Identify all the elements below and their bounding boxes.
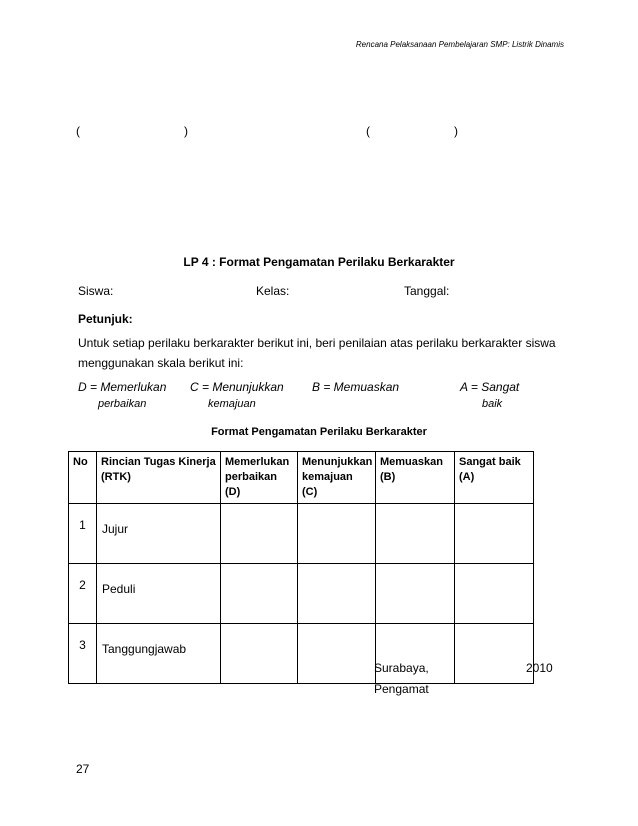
rating-cell-b[interactable] <box>376 504 455 564</box>
table-row <box>69 564 534 624</box>
row-item: Jujur <box>97 504 221 564</box>
row-number: 3 <box>69 624 97 684</box>
row-item: Tanggungjawab <box>97 624 221 684</box>
footer-role: Pengamat <box>374 682 429 696</box>
table-header-row <box>69 452 534 504</box>
row-item: Peduli <box>97 564 221 624</box>
table-row <box>69 504 534 564</box>
table-title: Format Pengamatan Perilaku Berkarakter <box>211 426 427 438</box>
scale-c: C = Menunjukkan <box>190 380 284 394</box>
rating-cell-a[interactable] <box>455 504 534 564</box>
observation-table <box>68 451 534 684</box>
running-header: Rencana Pelaksanaan Pembelajaran SMP: Listrik Dinamis <box>355 40 564 49</box>
scale-d-sub: perbaikan <box>98 398 147 410</box>
tanggal-label: Tanggal: <box>404 284 450 298</box>
footer-city: Surabaya, <box>374 661 429 675</box>
row-number: 2 <box>69 564 97 624</box>
header-rtk: Rincian Tugas Kinerja (RTK) <box>97 452 221 504</box>
header-memuaskan: Memuaskan (B) <box>376 452 455 504</box>
rating-cell-a[interactable] <box>455 624 534 684</box>
scale-a-sub: baik <box>482 398 503 410</box>
petunjuk-text: Untuk setiap perilaku berkarakter berikut ini, beri penilaian atas perilaku berkarakter siswa menggunakan skala berikut ini: <box>78 336 556 370</box>
scale-a: A = Sangat <box>460 380 520 394</box>
table-row <box>69 624 534 684</box>
signature-right-close: ) <box>454 124 458 138</box>
scale-d: D = Memerlukan <box>78 380 167 394</box>
scale-b: B = Memuaskan <box>312 380 400 394</box>
header-sangat-baik: Sangat baik (A) <box>455 452 534 504</box>
rating-cell-d[interactable] <box>221 504 298 564</box>
page-number: 27 <box>76 762 90 776</box>
signature-left-open: ( <box>76 124 80 138</box>
rating-cell-c[interactable] <box>298 564 376 624</box>
signature-left-close: ) <box>184 124 188 138</box>
rating-cell-d[interactable] <box>221 564 298 624</box>
petunjuk-heading: Petunjuk: <box>78 312 133 326</box>
header-no: No <box>69 452 97 504</box>
header-memerlukan: Memerlukan perbaikan (D) <box>221 452 298 504</box>
rating-cell-b[interactable] <box>376 564 455 624</box>
scale-c-sub: kemajuan <box>208 398 256 410</box>
signature-right-open: ( <box>366 124 370 138</box>
footer-year: 2010 <box>526 661 553 675</box>
rating-cell-c[interactable] <box>298 504 376 564</box>
rating-cell-d[interactable] <box>221 624 298 684</box>
rating-cell-a[interactable] <box>455 564 534 624</box>
row-number: 1 <box>69 504 97 564</box>
siswa-label: Siswa: <box>78 284 114 298</box>
kelas-label: Kelas: <box>256 284 290 298</box>
rating-cell-c[interactable] <box>298 624 376 684</box>
page-title: LP 4 : Format Pengamatan Perilaku Berkarakter <box>183 255 455 269</box>
header-menunjukkan: Menunjukkan kemajuan (C) <box>298 452 376 504</box>
